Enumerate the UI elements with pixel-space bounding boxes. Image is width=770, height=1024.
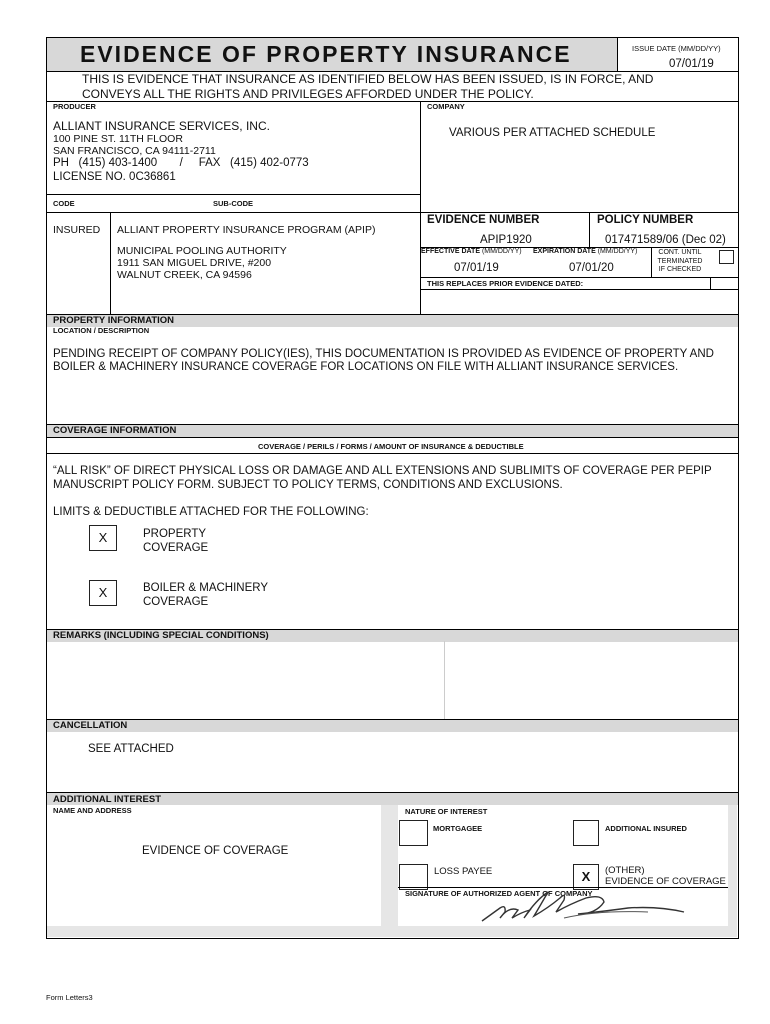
name-address-label: NAME AND ADDRESS <box>53 806 132 815</box>
insured-label: INSURED <box>53 224 101 236</box>
remarks-header: REMARKS (INCLUDING SPECIAL CONDITIONS) <box>53 630 269 641</box>
insured-line-4: WALNUT CREEK, CA 94596 <box>117 269 252 281</box>
cont-until-line-3: IF CHECKED <box>658 266 702 273</box>
loss-payee-label: LOSS PAYEE <box>434 866 493 877</box>
insured-line-1: ALLIANT PROPERTY INSURANCE PROGRAM (APIP) <box>117 224 376 236</box>
limits-text: LIMITS & DEDUCTIBLE ATTACHED FOR THE FOLLOWING: <box>53 506 369 518</box>
producer-phone-fax: PH (415) 403-1400 / FAX (415) 402-0773 <box>53 157 309 169</box>
company-value: VARIOUS PER ATTACHED SCHEDULE <box>449 127 656 139</box>
notice-line-1: THIS IS EVIDENCE THAT INSURANCE AS IDENTIFIED BELOW HAS BEEN ISSUED, IS IN FORCE, AND <box>82 72 654 86</box>
policy-number-label: POLICY NUMBER <box>597 214 694 226</box>
cancellation-header-band <box>47 719 738 732</box>
cont-until-label <box>655 249 705 275</box>
evidence-number-label: EVIDENCE NUMBER <box>427 214 540 226</box>
expiration-label-text: EXPIRATION DATE <box>533 248 596 255</box>
expiration-date: 07/01/20 <box>569 262 614 274</box>
additional-interest-name: EVIDENCE OF COVERAGE <box>142 845 289 857</box>
insured-line-3: 1911 SAN MIGUEL DRIVE, #200 <box>117 257 272 269</box>
effective-date-label <box>421 248 522 255</box>
cont-until-line-2: TERMINATED <box>657 257 703 265</box>
producer-address-1: 100 PINE ST. 11TH FLOOR <box>53 133 183 145</box>
cancellation-text: SEE ATTACHED <box>88 743 174 755</box>
effective-format-text: (MM/DD/YY) <box>481 248 522 255</box>
producer-license: LICENSE NO. 0C36861 <box>53 171 176 183</box>
boiler-coverage-checkbox[interactable]: X <box>89 580 117 606</box>
additional-insured-label: ADDITIONAL INSURED <box>605 824 687 833</box>
other-label: (OTHER) <box>605 865 645 876</box>
expiration-date-label <box>533 248 637 255</box>
property-coverage-line-2: COVERAGE <box>143 542 209 554</box>
property-text-1: PENDING RECEIPT OF COMPANY POLICY(IES), THIS DOCUMENTATION IS PROVIDED AS EVIDENCE OF PROPERTY AND <box>53 348 714 360</box>
coverage-sub-label: COVERAGE / PERILS / FORMS / AMOUNT OF INSURANCE & DEDUCTIBLE <box>258 442 524 451</box>
right-gray-strip <box>728 805 737 927</box>
other-checkbox[interactable]: X <box>573 864 599 890</box>
effective-date: 07/01/19 <box>454 262 499 274</box>
policy-number: 017471589/06 (Dec 02) <box>605 234 726 246</box>
cont-until-checkbox[interactable] <box>719 250 734 264</box>
nature-of-interest-label: NATURE OF INTEREST <box>405 807 488 816</box>
coverage-header: COVERAGE INFORMATION <box>53 425 177 436</box>
remarks-divider <box>444 641 445 719</box>
issue-date-label: ISSUE DATE (MM/DD/YY) <box>632 44 721 53</box>
company-label: COMPANY <box>427 102 465 111</box>
bottom-gray-strip <box>47 926 737 937</box>
expiration-format-text: (MM/DD/YY) <box>597 248 638 255</box>
notice-line-2: CONVEYS ALL THE RIGHTS AND PRIVILEGES AFFORDED UNDER THE POLICY. <box>82 87 534 101</box>
coverage-text-1: “ALL RISK” OF DIRECT PHYSICAL LOSS OR DAMAGE AND ALL EXTENSIONS AND SUBLIMITS OF COVERAGE PER PEPIP <box>53 465 712 477</box>
property-text-2: BOILER & MACHINERY INSURANCE COVERAGE FOR LOCATIONS ON FILE WITH ALLIANT INSURANCE SERVICES. <box>53 361 679 373</box>
issue-date: 07/01/19 <box>669 58 714 70</box>
other-value: EVIDENCE OF COVERAGE <box>605 876 726 887</box>
producer-address-2: SAN FRANCISCO, CA 94111-2711 <box>53 145 216 157</box>
form-id: Form Letters3 <box>46 993 93 1002</box>
boiler-coverage-line-1: BOILER & MACHINERY <box>143 582 269 594</box>
property-sub-label: LOCATION / DESCRIPTION <box>53 326 150 335</box>
coverage-text-2: MANUSCRIPT POLICY FORM. SUBJECT TO POLICY TERMS, CONDITIONS AND EXCLUSIONS. <box>53 479 563 491</box>
mortgagee-checkbox[interactable] <box>399 820 428 846</box>
evidence-number: APIP1920 <box>480 234 532 246</box>
property-header: PROPERTY INFORMATION <box>53 315 175 326</box>
middle-gray-strip <box>381 805 398 927</box>
boiler-coverage-line-2: COVERAGE <box>143 596 209 608</box>
agent-signature <box>478 888 690 924</box>
cancellation-header: CANCELLATION <box>53 720 128 731</box>
subcode-label: SUB-CODE <box>213 199 254 208</box>
insured-line-2: MUNICIPAL POOLING AUTHORITY <box>117 245 287 257</box>
producer-label: PRODUCER <box>53 102 96 111</box>
replaces-prior-label: THIS REPLACES PRIOR EVIDENCE DATED: <box>427 279 584 288</box>
code-label: CODE <box>53 199 75 208</box>
signature-label: SIGNATURE OF AUTHORIZED AGENT OF COMPANY <box>405 889 593 898</box>
property-coverage-line-1: PROPERTY <box>143 528 207 540</box>
cont-until-line-1: CONT. UNTIL <box>658 249 702 256</box>
additional-insured-checkbox[interactable] <box>573 820 599 846</box>
mortgagee-label: MORTGAGEE <box>433 824 483 833</box>
producer-name: ALLIANT INSURANCE SERVICES, INC. <box>53 119 270 133</box>
property-coverage-checkbox[interactable]: X <box>89 525 117 551</box>
additional-interest-header: ADDITIONAL INTEREST <box>53 794 162 805</box>
effective-label-text: EFFECTIVE DATE <box>421 248 480 255</box>
page-title: EVIDENCE OF PROPERTY INSURANCE <box>80 41 572 67</box>
